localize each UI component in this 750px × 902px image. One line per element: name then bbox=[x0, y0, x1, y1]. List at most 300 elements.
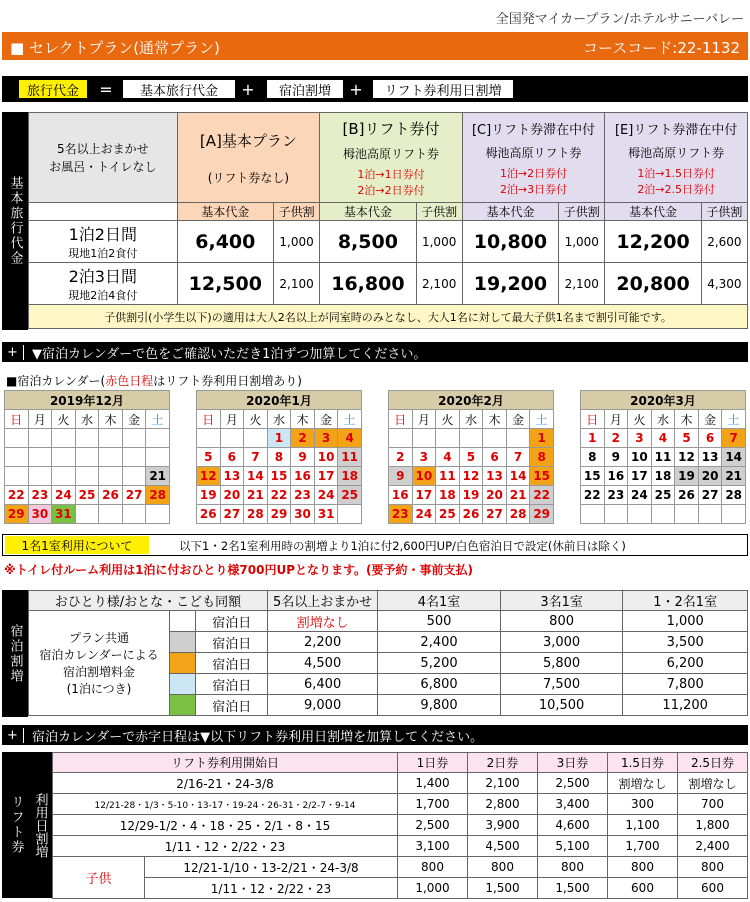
plan-b-note: 1泊→1日券付 2泊→2日券付 bbox=[357, 167, 425, 197]
stay-head-3: 3名1室 bbox=[500, 591, 623, 611]
stay-value: 割増なし bbox=[267, 611, 377, 632]
lift-side-2: 利用日割増 bbox=[32, 792, 48, 858]
calendar-day: 18 bbox=[338, 467, 362, 486]
lift-head-1: 1日券 bbox=[398, 753, 468, 773]
calendar-day bbox=[459, 429, 483, 448]
calendar-day: 17 bbox=[628, 467, 652, 486]
calendar-instruction bbox=[2, 342, 748, 362]
calendar-day: 25 bbox=[338, 486, 362, 505]
plan-c-sub: 栂池高原リフト券 bbox=[485, 145, 582, 160]
lift-value: 割増なし bbox=[678, 773, 748, 794]
calendar-day: 28 bbox=[146, 486, 170, 505]
calendar-day: 28 bbox=[506, 505, 530, 524]
plan-a-name: [A]基本プラン bbox=[199, 131, 297, 150]
calendar-day: 21 bbox=[722, 467, 746, 486]
calendar-title-b: はリフト券利用日割増あり) bbox=[153, 374, 302, 388]
calendar-day: 31 bbox=[314, 505, 338, 524]
weekday-label: 月 bbox=[412, 410, 436, 429]
weekday-label: 日 bbox=[389, 410, 413, 429]
calendar-day: 3 bbox=[628, 429, 652, 448]
calendar-day: 18 bbox=[651, 467, 675, 486]
calendar-day bbox=[122, 448, 146, 467]
lift-instruction-text: 宿泊カレンダーで赤字日程は▼以下リフト券利用日割増を加算してください。 bbox=[32, 729, 484, 745]
col-base-e: 基本代金 bbox=[605, 203, 701, 221]
single-room-text: 以下1・2名1室利用時の割増より1泊に付2,600円UP/白色宿泊日で設定(休前日は除く) bbox=[179, 539, 626, 553]
weekday-label: 日 bbox=[197, 410, 221, 429]
formula-total: 旅行代金 bbox=[18, 79, 88, 99]
calendar-day: 15 bbox=[530, 467, 554, 486]
stay-color-swatch bbox=[169, 632, 196, 653]
calendar-day bbox=[28, 429, 52, 448]
stay-day-label: 宿泊日 bbox=[196, 695, 267, 716]
calendar-day: 11 bbox=[651, 448, 675, 467]
plan-b-head bbox=[320, 113, 463, 203]
calendar-day: 20 bbox=[483, 486, 507, 505]
r2-b-base: 16,800 bbox=[320, 263, 416, 305]
col-empty bbox=[29, 203, 178, 221]
calendar-month-title: 2020年3月 bbox=[581, 391, 746, 410]
lift-table bbox=[52, 752, 748, 899]
calendar-day: 10 bbox=[412, 467, 436, 486]
stay-head-0: おひとり様/おとな・こども同額 bbox=[29, 591, 268, 611]
calendar-day: 22 bbox=[5, 486, 29, 505]
r2-c-child: 2,100 bbox=[559, 263, 605, 305]
calendar-day bbox=[146, 448, 170, 467]
calendar-day bbox=[581, 505, 605, 524]
formula-plus-2: + bbox=[349, 79, 363, 99]
calendar-day: 8 bbox=[267, 448, 291, 467]
calendar-day: 7 bbox=[244, 448, 268, 467]
calendar-day: 12 bbox=[459, 467, 483, 486]
r1-b-child: 1,000 bbox=[416, 221, 462, 263]
lift-row bbox=[53, 815, 748, 836]
stay-value: 3,000 bbox=[500, 632, 623, 653]
lift-value: 1,800 bbox=[678, 815, 748, 836]
calendar-day bbox=[28, 467, 52, 486]
calendar-day bbox=[122, 429, 146, 448]
calendar-day: 5 bbox=[675, 429, 699, 448]
formula-plus-1: + bbox=[241, 79, 255, 99]
calendar-day: 22 bbox=[267, 486, 291, 505]
stay-value: 3,500 bbox=[623, 632, 748, 653]
r1-c-base: 10,800 bbox=[462, 221, 558, 263]
weekday-label: 火 bbox=[244, 410, 268, 429]
calendar-day bbox=[75, 505, 99, 524]
stay-row bbox=[29, 611, 748, 632]
stay-value: 1,000 bbox=[623, 611, 748, 632]
weekday-label: 土 bbox=[530, 410, 554, 429]
stay-color-swatch bbox=[169, 674, 196, 695]
calendar-day bbox=[628, 505, 652, 524]
stay-value: 11,200 bbox=[623, 695, 748, 716]
toilet-note: ※トイレ付ルーム利用は1泊に付おひとり様700円UPとなります。(要予約・事前支払) bbox=[4, 563, 474, 577]
stay-value: 9,800 bbox=[378, 695, 501, 716]
weekday-label: 火 bbox=[52, 410, 76, 429]
calendar-day: 19 bbox=[197, 486, 221, 505]
calendar-day bbox=[146, 429, 170, 448]
stay-day-label: 宿泊日 bbox=[196, 674, 267, 695]
lift-value: 1,700 bbox=[398, 794, 468, 815]
price-table bbox=[28, 112, 748, 329]
calendar-day: 24 bbox=[412, 505, 436, 524]
lift-value: 3,900 bbox=[468, 815, 538, 836]
stay-head-4: 1・2名1室 bbox=[623, 591, 748, 611]
lift-value: 1,700 bbox=[608, 836, 678, 857]
calendar-day: 1 bbox=[530, 429, 554, 448]
stay-color-swatch bbox=[169, 695, 196, 716]
col-child-e: 子供割 bbox=[701, 203, 747, 221]
col-base-c: 基本代金 bbox=[462, 203, 558, 221]
lift-head-2: 2日券 bbox=[468, 753, 538, 773]
calendar-day bbox=[52, 467, 76, 486]
calendar-day: 4 bbox=[651, 429, 675, 448]
lift-row bbox=[53, 773, 748, 794]
plus-icon: + bbox=[2, 728, 24, 743]
lift-head-4: 1.5日券 bbox=[608, 753, 678, 773]
calendar-day: 31 bbox=[52, 505, 76, 524]
calendar-day: 8 bbox=[530, 448, 554, 467]
calendar-day: 4 bbox=[338, 429, 362, 448]
calendar-day: 10 bbox=[314, 448, 338, 467]
r2-e-base: 20,800 bbox=[605, 263, 701, 305]
calendar-day bbox=[122, 505, 146, 524]
r1-e-base: 12,200 bbox=[605, 221, 701, 263]
plan-c-head bbox=[462, 113, 605, 203]
calendar-day bbox=[338, 505, 362, 524]
lift-dates: 2/16-21・24-3/8 bbox=[53, 773, 398, 794]
calendar-day: 25 bbox=[651, 486, 675, 505]
calendar-day bbox=[483, 429, 507, 448]
calendar-day: 24 bbox=[52, 486, 76, 505]
calendar-day bbox=[604, 505, 628, 524]
single-room-label: 1名1室利用について bbox=[5, 536, 149, 554]
col-child-a: 子供割 bbox=[274, 203, 320, 221]
r1-a-base: 6,400 bbox=[177, 221, 273, 263]
site-title: 全国発マイカープラン/ホテルサニーバレー bbox=[495, 12, 744, 27]
stay-side-label: 宿泊割増 bbox=[2, 590, 28, 717]
calendar-day bbox=[675, 505, 699, 524]
calendar-day: 26 bbox=[99, 486, 123, 505]
calendar-day bbox=[5, 448, 29, 467]
lift-value: 3,100 bbox=[398, 836, 468, 857]
weekday-label: 水 bbox=[267, 410, 291, 429]
calendar-day bbox=[506, 429, 530, 448]
stay-value: 4,500 bbox=[267, 653, 377, 674]
calendar-day: 9 bbox=[604, 448, 628, 467]
calendar-day: 11 bbox=[436, 467, 460, 486]
calendar-day: 21 bbox=[506, 486, 530, 505]
calendar-day: 3 bbox=[314, 429, 338, 448]
stay-value: 2,400 bbox=[378, 632, 501, 653]
calendar-day: 8 bbox=[581, 448, 605, 467]
lift-row bbox=[53, 794, 748, 815]
stay-day-label: 宿泊日 bbox=[196, 632, 267, 653]
lift-dates: 12/29-1/2・4・18・25・2/1・8・15 bbox=[53, 815, 398, 836]
r2-e-child: 4,300 bbox=[701, 263, 747, 305]
stay-value: 7,800 bbox=[623, 674, 748, 695]
calendar-day bbox=[99, 448, 123, 467]
lift-value: 4,500 bbox=[468, 836, 538, 857]
lift-value: 1,400 bbox=[398, 773, 468, 794]
calendar-day: 17 bbox=[412, 486, 436, 505]
lift-instruction bbox=[2, 725, 748, 745]
stay-day-label: 宿泊日 bbox=[196, 653, 267, 674]
lift-child-label: 子供 bbox=[53, 857, 145, 899]
calendar-2 bbox=[388, 390, 554, 524]
calendar-day: 22 bbox=[581, 486, 605, 505]
plan-e-name: [E]リフト券滞在中付 bbox=[614, 122, 738, 138]
calendar-0 bbox=[4, 390, 170, 524]
calendar-day: 26 bbox=[197, 505, 221, 524]
price-side-label: 基本旅行代金 bbox=[2, 112, 28, 330]
lift-child-value: 1,500 bbox=[538, 878, 608, 899]
stay-value: 9,000 bbox=[267, 695, 377, 716]
formula-stay: 宿泊割増 bbox=[266, 79, 344, 99]
calendar-day bbox=[122, 467, 146, 486]
calendar-day: 30 bbox=[291, 505, 315, 524]
calendar-day bbox=[99, 467, 123, 486]
lift-dates: 1/11・12・2/22・23 bbox=[53, 836, 398, 857]
weekday-label: 水 bbox=[75, 410, 99, 429]
calendar-day bbox=[75, 448, 99, 467]
weekday-label: 日 bbox=[581, 410, 605, 429]
lift-head-3: 3日券 bbox=[538, 753, 608, 773]
r2-a-child: 2,100 bbox=[274, 263, 320, 305]
lift-child-value: 1,000 bbox=[398, 878, 468, 899]
calendar-day: 13 bbox=[220, 467, 244, 486]
lift-value: 2,800 bbox=[468, 794, 538, 815]
col-base-b: 基本代金 bbox=[320, 203, 416, 221]
price-condition: 5名以上おまかせ お風呂・トイレなし bbox=[29, 113, 178, 203]
lift-child-value: 800 bbox=[398, 857, 468, 878]
stay-table bbox=[28, 590, 748, 716]
stay-value: 7,500 bbox=[500, 674, 623, 695]
stay-description: プラン共通 宿泊カレンダーによる 宿泊割増料金 (1泊につき) bbox=[29, 611, 170, 716]
calendar-day: 3 bbox=[412, 448, 436, 467]
lift-value: 2,500 bbox=[538, 773, 608, 794]
plan-a-sub: (リフト券なし) bbox=[207, 170, 290, 185]
calendar-day: 19 bbox=[675, 467, 699, 486]
calendar-day: 27 bbox=[483, 505, 507, 524]
weekday-label: 火 bbox=[628, 410, 652, 429]
calendar-day bbox=[99, 429, 123, 448]
single-room-bar bbox=[2, 534, 748, 556]
child-discount-note: 子供割引(小学生以下)の適用は大人2名以上が同室時のみとなし、大人1名に対して最大子供1名まで割引可能です。 bbox=[29, 305, 748, 329]
calendar-day: 2 bbox=[389, 448, 413, 467]
weekday-label: 日 bbox=[5, 410, 29, 429]
calendar-day: 1 bbox=[267, 429, 291, 448]
lift-child-value: 600 bbox=[608, 878, 678, 899]
calendar-instruction-text: ▼宿泊カレンダーで色をご確認いただき1泊ずつ加算してください。 bbox=[32, 346, 427, 362]
calendar-day: 11 bbox=[338, 448, 362, 467]
lift-value: 4,600 bbox=[538, 815, 608, 836]
stay-head-2: 4名1室 bbox=[378, 591, 501, 611]
lift-side-1: リフト券 bbox=[8, 795, 24, 855]
calendar-day bbox=[244, 429, 268, 448]
formula-base: 基本旅行代金 bbox=[122, 79, 236, 99]
calendar-day: 1 bbox=[581, 429, 605, 448]
calendar-3 bbox=[580, 390, 746, 524]
calendar-day: 16 bbox=[291, 467, 315, 486]
calendar-day: 27 bbox=[220, 505, 244, 524]
plan-a-head bbox=[177, 113, 320, 203]
calendar-month-title: 2020年2月 bbox=[389, 391, 554, 410]
calendar-day: 13 bbox=[483, 467, 507, 486]
calendar-day: 18 bbox=[436, 486, 460, 505]
lift-value: 5,100 bbox=[538, 836, 608, 857]
weekday-label: 木 bbox=[675, 410, 699, 429]
calendar-day: 12 bbox=[675, 448, 699, 467]
calendar-day: 6 bbox=[698, 429, 722, 448]
plan-b-name: [B]リフト券付 bbox=[342, 119, 440, 138]
plan-c-name: [C]リフト券滞在中付 bbox=[471, 122, 596, 138]
lift-value: 割増なし bbox=[608, 773, 678, 794]
price-formula bbox=[2, 76, 748, 102]
stay-head-1: 5名以上おまかせ bbox=[267, 591, 377, 611]
plan-e-note: 1泊→1.5日券付 2泊→2.5日券付 bbox=[637, 166, 716, 196]
calendar-day bbox=[146, 505, 170, 524]
calendar-day: 26 bbox=[675, 486, 699, 505]
lift-value: 2,500 bbox=[398, 815, 468, 836]
calendar-day: 20 bbox=[698, 467, 722, 486]
calendar-day: 9 bbox=[291, 448, 315, 467]
calendar-day: 15 bbox=[581, 467, 605, 486]
calendar-day bbox=[99, 505, 123, 524]
row-2-name: 2泊3日間 bbox=[68, 267, 137, 286]
calendar-day: 10 bbox=[628, 448, 652, 467]
calendar-day: 16 bbox=[604, 467, 628, 486]
calendar-month-title: 2020年1月 bbox=[197, 391, 362, 410]
lift-child-value: 800 bbox=[468, 857, 538, 878]
plan-title: ■ セレクトプラン(通常プラン) bbox=[10, 39, 220, 57]
calendar-day: 24 bbox=[628, 486, 652, 505]
calendar-day: 27 bbox=[698, 486, 722, 505]
lift-side-label bbox=[2, 752, 52, 898]
calendar-day: 2 bbox=[291, 429, 315, 448]
lift-row bbox=[53, 836, 748, 857]
calendar-day: 23 bbox=[291, 486, 315, 505]
stay-value: 500 bbox=[378, 611, 501, 632]
calendar-day: 20 bbox=[220, 486, 244, 505]
calendar-day bbox=[5, 467, 29, 486]
calendar-day: 12 bbox=[197, 467, 221, 486]
calendar-day: 14 bbox=[506, 467, 530, 486]
calendar-day: 15 bbox=[267, 467, 291, 486]
formula-equals: = bbox=[99, 79, 113, 99]
calendar-day: 23 bbox=[604, 486, 628, 505]
calendar-day: 6 bbox=[483, 448, 507, 467]
stay-value: 6,400 bbox=[267, 674, 377, 695]
row-2-meal: 現地2泊4食付 bbox=[68, 289, 138, 302]
calendar-day bbox=[389, 429, 413, 448]
calendar-day bbox=[75, 429, 99, 448]
r1-c-child: 1,000 bbox=[559, 221, 605, 263]
lift-value: 2,400 bbox=[678, 836, 748, 857]
weekday-label: 火 bbox=[436, 410, 460, 429]
calendar-day bbox=[5, 429, 29, 448]
stay-color-swatch bbox=[169, 653, 196, 674]
calendar-day bbox=[52, 448, 76, 467]
lift-value: 1,100 bbox=[608, 815, 678, 836]
formula-lift: リフト券利用日割増 bbox=[372, 79, 514, 99]
lift-value: 700 bbox=[678, 794, 748, 815]
calendar-day: 5 bbox=[197, 448, 221, 467]
course-code: コースコード:22-1132 bbox=[583, 39, 740, 57]
weekday-label: 木 bbox=[291, 410, 315, 429]
calendar-day: 22 bbox=[530, 486, 554, 505]
weekday-label: 月 bbox=[604, 410, 628, 429]
calendar-day: 6 bbox=[220, 448, 244, 467]
calendar-day: 2 bbox=[604, 429, 628, 448]
r2-c-base: 19,200 bbox=[462, 263, 558, 305]
lift-child-value: 1,500 bbox=[468, 878, 538, 899]
plan-header bbox=[2, 32, 748, 60]
calendar-day: 28 bbox=[722, 486, 746, 505]
stay-day-label: 宿泊日 bbox=[196, 611, 267, 632]
calendar-day bbox=[28, 448, 52, 467]
calendar-day: 29 bbox=[5, 505, 29, 524]
lift-value: 2,100 bbox=[468, 773, 538, 794]
calendar-day bbox=[698, 505, 722, 524]
calendar-day: 24 bbox=[314, 486, 338, 505]
weekday-label: 土 bbox=[146, 410, 170, 429]
weekday-label: 金 bbox=[698, 410, 722, 429]
calendar-day: 21 bbox=[244, 486, 268, 505]
calendar-day bbox=[52, 429, 76, 448]
weekday-label: 水 bbox=[651, 410, 675, 429]
plan-c-note: 1泊→2日券付 2泊→3日券付 bbox=[499, 166, 568, 196]
calendar-day: 17 bbox=[314, 467, 338, 486]
stay-value: 800 bbox=[500, 611, 623, 632]
plan-b-sub: 栂池高原リフト券 bbox=[342, 146, 439, 161]
calendar-day: 7 bbox=[506, 448, 530, 467]
stay-value: 6,200 bbox=[623, 653, 748, 674]
calendar-day bbox=[412, 429, 436, 448]
price-row-1 bbox=[29, 221, 748, 263]
weekday-label: 土 bbox=[338, 410, 362, 429]
calendar-day: 25 bbox=[436, 505, 460, 524]
calendar-day: 5 bbox=[459, 448, 483, 467]
weekday-label: 金 bbox=[314, 410, 338, 429]
lift-child-row bbox=[53, 878, 748, 899]
calendar-month-title: 2019年12月 bbox=[5, 391, 170, 410]
calendar-day: 23 bbox=[28, 486, 52, 505]
calendar-day: 29 bbox=[530, 505, 554, 524]
stay-value: 10,500 bbox=[500, 695, 623, 716]
calendar-day: 26 bbox=[459, 505, 483, 524]
r1-a-child: 1,000 bbox=[274, 221, 320, 263]
weekday-label: 月 bbox=[28, 410, 52, 429]
calendar-day: 14 bbox=[244, 467, 268, 486]
stay-value: 5,800 bbox=[500, 653, 623, 674]
plus-icon: + bbox=[2, 345, 24, 360]
calendar-title-red: 赤色日程 bbox=[105, 374, 154, 388]
calendar-day: 23 bbox=[389, 505, 413, 524]
lift-head-5: 2.5日券 bbox=[678, 753, 748, 773]
col-child-c: 子供割 bbox=[559, 203, 605, 221]
stay-color-swatch bbox=[169, 611, 196, 632]
weekday-label: 金 bbox=[122, 410, 146, 429]
calendar-day bbox=[722, 505, 746, 524]
col-base-a: 基本代金 bbox=[177, 203, 273, 221]
r1-b-base: 8,500 bbox=[320, 221, 416, 263]
lift-dates: 12/21-28・1/3・5-10・13-17・19-24・26-31・2/2-7・9-14 bbox=[53, 794, 398, 815]
calendar-day: 16 bbox=[389, 486, 413, 505]
lift-child-row bbox=[53, 857, 748, 878]
weekday-label: 木 bbox=[99, 410, 123, 429]
calendar-day: 27 bbox=[122, 486, 146, 505]
r1-e-child: 2,600 bbox=[701, 221, 747, 263]
